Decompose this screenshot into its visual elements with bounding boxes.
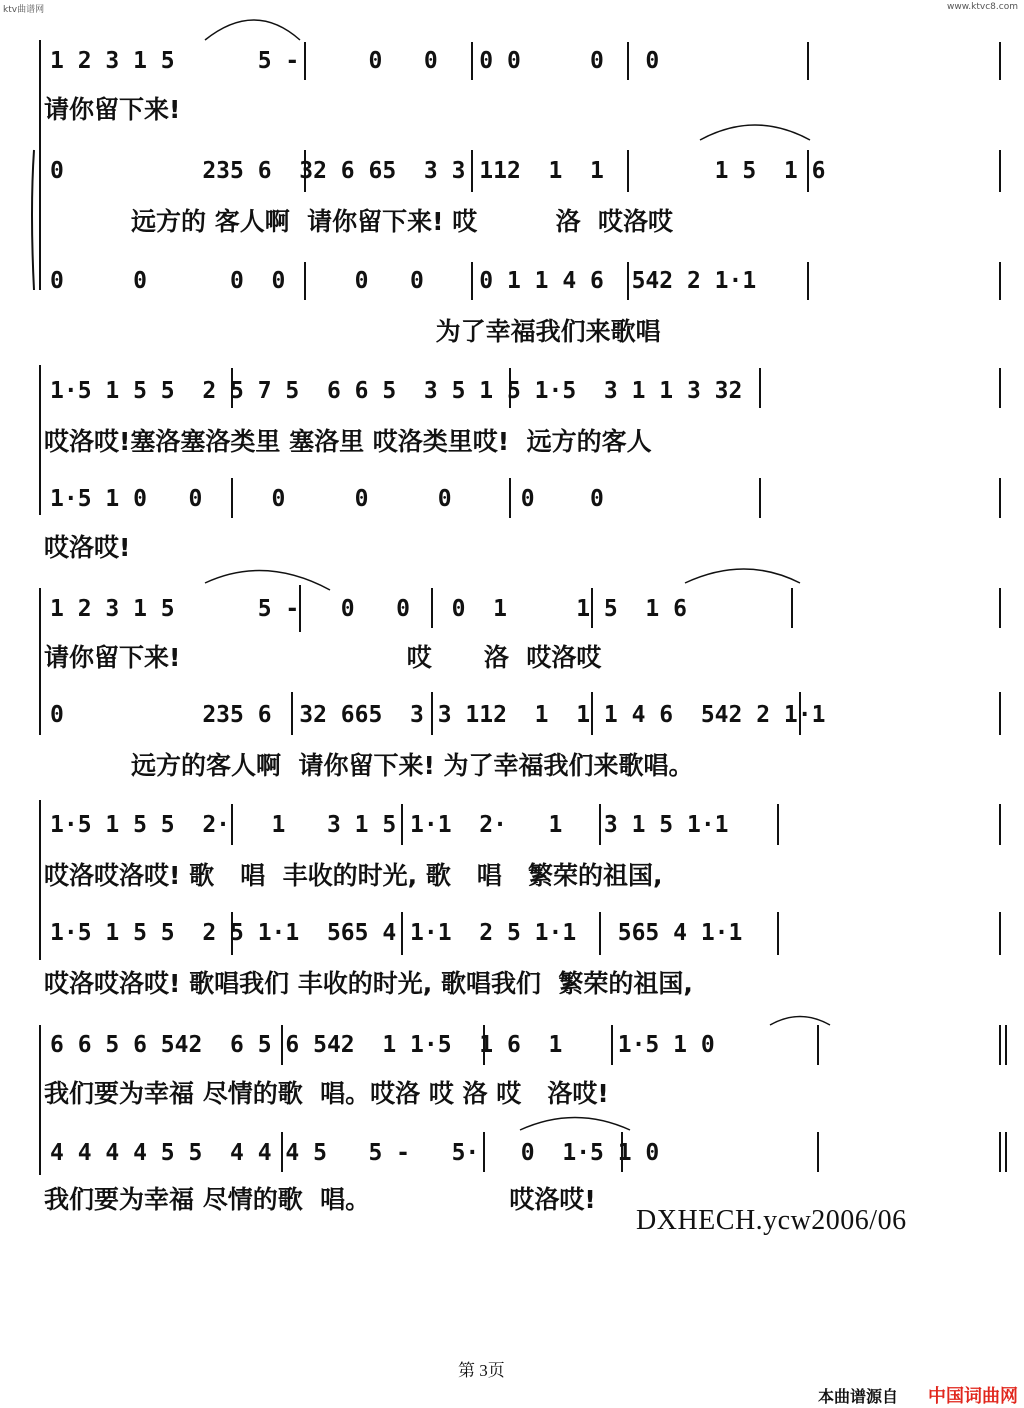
staff-lyrics: 哎洛哎! bbox=[44, 533, 131, 562]
staff-lyrics: 我们要为幸福 尽情的歌 唱。 哎洛哎! bbox=[44, 1185, 596, 1214]
watermark-right: www.ktvc8.com bbox=[947, 2, 1018, 12]
staff-lyrics: 哎洛哎洛哎! 歌唱我们 丰收的时光, 歌唱我们 繁荣的祖国, bbox=[44, 969, 693, 998]
staff-notes: 0 235 6 32 6 65 3 3 112 1 1 1 5 1 6 bbox=[50, 158, 826, 184]
staff-notes: 1·5 1 5 5 2 5 1·1 565 4 1·1 2 5 1·1 565 4 1·1 bbox=[50, 920, 743, 946]
staff-notes: 1·5 1 5 5 2· 1 3 1 5 1·1 2· 1 3 1 5 1·1 bbox=[50, 812, 729, 838]
staff-notes: 1 2 3 1 5 5 - 0 0 0 1 1 5 1 6 bbox=[50, 596, 687, 622]
staff-lyrics: 请你留下来! 哎 洛 哎洛哎 bbox=[44, 643, 602, 672]
watermark-left: ktv曲谱网 bbox=[3, 5, 45, 15]
staff-lyrics: 请你留下来! bbox=[44, 95, 181, 124]
staff-notes: 0 0 0 0 0 0 0 1 1 4 6 542 2 1·1 bbox=[50, 268, 757, 294]
source-label: 本曲谱源自 bbox=[818, 1387, 899, 1406]
staff-lyrics: 远方的 客人啊 请你留下来! 哎 洛 哎洛哎 bbox=[44, 207, 673, 236]
staff-lyrics: 哎洛哎!塞洛塞洛类里 塞洛里 哎洛类里哎! 远方的客人 bbox=[44, 427, 652, 456]
staff-notes: 6 6 5 6 542 6 5 6 542 1 1·5 1 6 1 1·5 1 0 bbox=[50, 1032, 715, 1058]
transcriber-credit: DXHECH.ycw2006/06 bbox=[636, 1205, 907, 1236]
staff-notes: 1·5 1 0 0 0 0 0 0 0 bbox=[50, 486, 604, 512]
page-number: 第 3页 bbox=[458, 1361, 505, 1380]
staff-lyrics: 远方的客人啊 请你留下来! 为了幸福我们来歌唱。 bbox=[44, 751, 694, 780]
source-site-link[interactable]: 中国词曲网 bbox=[928, 1386, 1018, 1407]
staff-lyrics: 我们要为幸福 尽情的歌 唱。哎洛 哎 洛 哎 洛哎! bbox=[44, 1079, 609, 1108]
staff-notes: 1·5 1 5 5 2 5 7 5 6 6 5 3 5 1 5 1·5 3 1 1 3 32 bbox=[50, 378, 743, 404]
staff-notes: 0 235 6 32 665 3 3 112 1 1 1 4 6 542 2 1·1 bbox=[50, 702, 826, 728]
staff-notes: 4 4 4 4 5 5 4 4 4 5 5 - 5· 0 1·5 1 0 bbox=[50, 1140, 660, 1166]
staff-lyrics: 为了幸福我们来歌唱 bbox=[44, 317, 661, 346]
staff-lyrics: 哎洛哎洛哎! 歌 唱 丰收的时光, 歌 唱 繁荣的祖国, bbox=[44, 861, 663, 890]
staff-notes: 1 2 3 1 5 5 - 0 0 0 0 0 0 bbox=[50, 48, 660, 74]
